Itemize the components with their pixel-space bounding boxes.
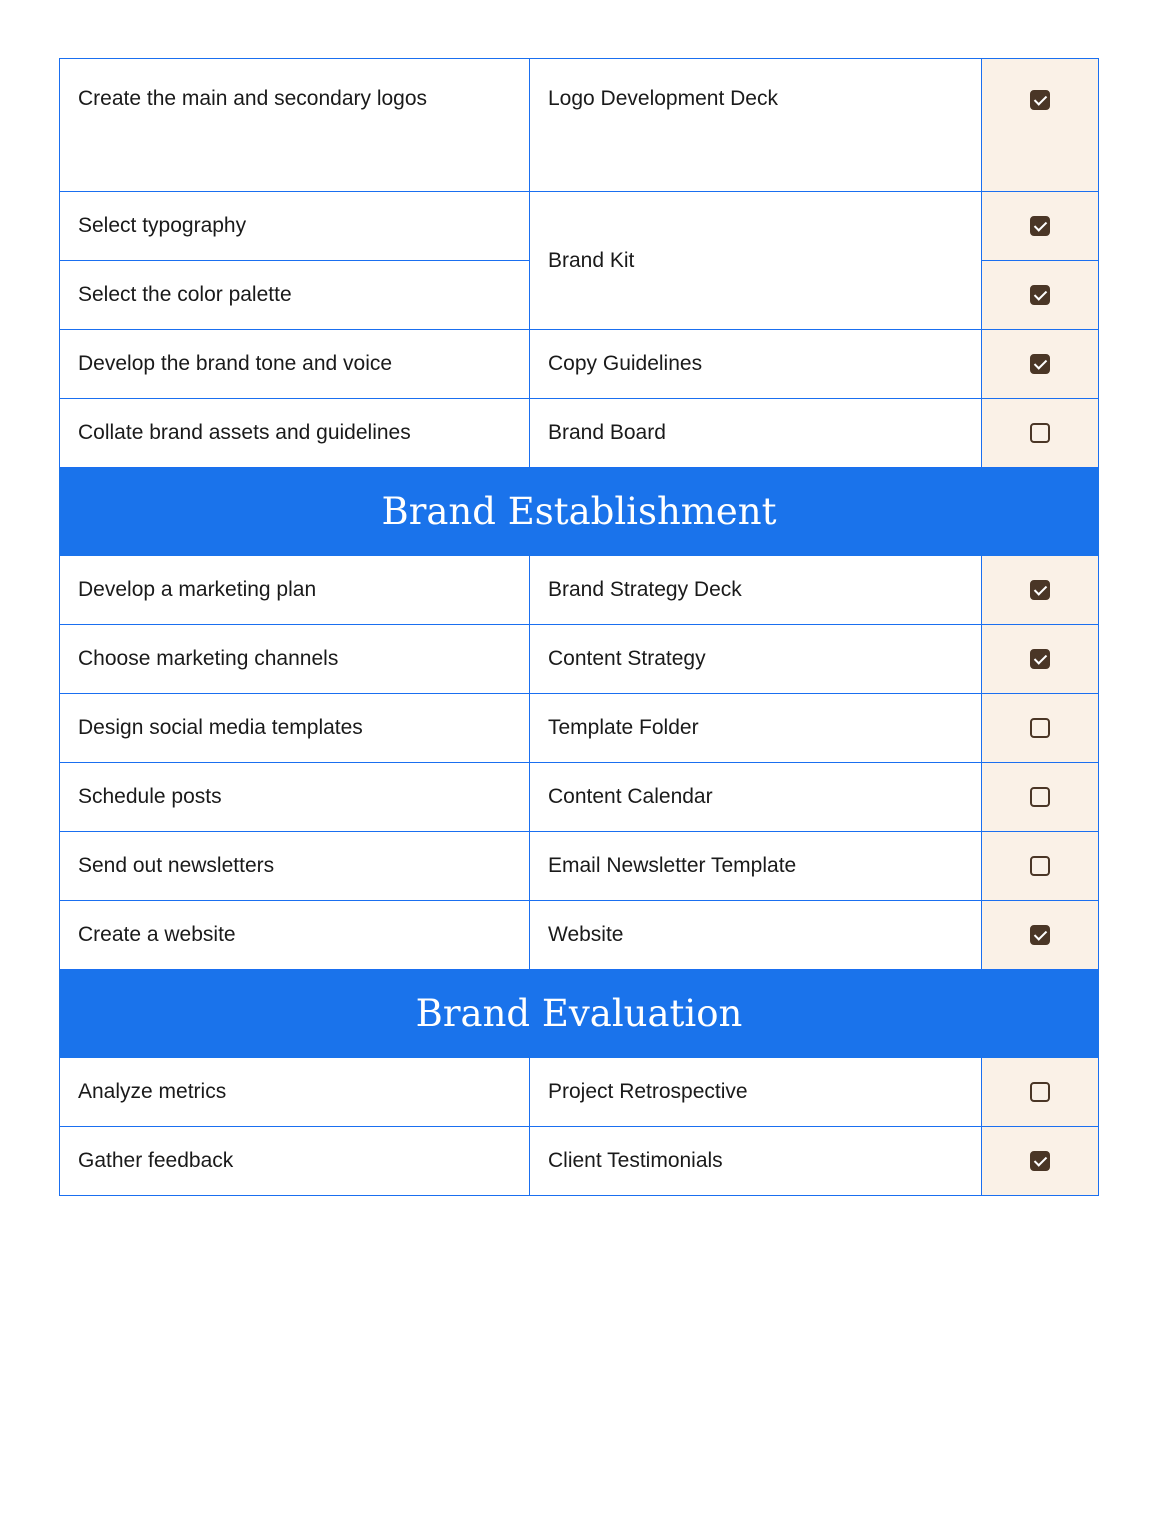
- table-row: [60, 399, 1099, 468]
- status-cell: [982, 59, 1099, 192]
- task-cell: Develop a marketing plan: [60, 556, 530, 625]
- task-cell: Select typography: [60, 192, 530, 261]
- checkbox-unchecked-icon[interactable]: [1030, 1082, 1050, 1102]
- deliverable-cell: Content Strategy: [530, 625, 982, 694]
- table-row: [60, 625, 1099, 694]
- status-cell: [982, 1058, 1099, 1127]
- table-row: [60, 901, 1099, 970]
- deliverable-cell: Project Retrospective: [530, 1058, 982, 1127]
- checkbox-unchecked-icon[interactable]: [1030, 718, 1050, 738]
- section-header-row: [60, 970, 1099, 1058]
- task-cell: Collate brand assets and guidelines: [60, 399, 530, 468]
- task-cell: Select the color palette: [60, 261, 530, 330]
- task-cell: Create a website: [60, 901, 530, 970]
- checkbox-checked-icon[interactable]: [1030, 1151, 1050, 1171]
- deliverable-cell: Brand Board: [530, 399, 982, 468]
- checklist-table: [59, 58, 1099, 1196]
- checkbox-checked-icon[interactable]: [1030, 90, 1050, 110]
- deliverable-cell: Copy Guidelines: [530, 330, 982, 399]
- deliverable-cell: Brand Strategy Deck: [530, 556, 982, 625]
- task-cell: Develop the brand tone and voice: [60, 330, 530, 399]
- task-cell: Schedule posts: [60, 763, 530, 832]
- checkbox-checked-icon[interactable]: [1030, 580, 1050, 600]
- checkbox-checked-icon[interactable]: [1030, 216, 1050, 236]
- deliverable-cell: Template Folder: [530, 694, 982, 763]
- table-row: [60, 556, 1099, 625]
- status-cell: [982, 1127, 1099, 1196]
- section-title: Brand Evaluation: [60, 970, 1099, 1058]
- status-cell: [982, 625, 1099, 694]
- section-title: Brand Establishment: [60, 468, 1099, 556]
- checkbox-checked-icon[interactable]: [1030, 354, 1050, 374]
- table-row: [60, 832, 1099, 901]
- checkbox-checked-icon[interactable]: [1030, 925, 1050, 945]
- table-row: [60, 330, 1099, 399]
- table-row: [60, 694, 1099, 763]
- table-row: [60, 763, 1099, 832]
- table-row: [60, 1127, 1099, 1196]
- table-row: [60, 59, 1099, 192]
- deliverable-cell: Brand Kit: [530, 192, 982, 330]
- deliverable-cell: Logo Development Deck: [530, 59, 982, 192]
- status-cell: [982, 399, 1099, 468]
- status-cell: [982, 763, 1099, 832]
- status-cell: [982, 556, 1099, 625]
- checkbox-unchecked-icon[interactable]: [1030, 856, 1050, 876]
- task-cell: Gather feedback: [60, 1127, 530, 1196]
- task-cell: Create the main and secondary logos: [60, 59, 530, 192]
- task-cell: Design social media templates: [60, 694, 530, 763]
- section-header-row: [60, 468, 1099, 556]
- checkbox-checked-icon[interactable]: [1030, 649, 1050, 669]
- deliverable-cell: Content Calendar: [530, 763, 982, 832]
- status-cell: [982, 261, 1099, 330]
- table-row: [60, 192, 1099, 261]
- status-cell: [982, 832, 1099, 901]
- status-cell: [982, 901, 1099, 970]
- checkbox-unchecked-icon[interactable]: [1030, 423, 1050, 443]
- checkbox-checked-icon[interactable]: [1030, 285, 1050, 305]
- status-cell: [982, 330, 1099, 399]
- task-cell: Choose marketing channels: [60, 625, 530, 694]
- task-cell: Send out newsletters: [60, 832, 530, 901]
- deliverable-cell: Client Testimonials: [530, 1127, 982, 1196]
- deliverable-cell: Email Newsletter Template: [530, 832, 982, 901]
- deliverable-cell: Website: [530, 901, 982, 970]
- checkbox-unchecked-icon[interactable]: [1030, 787, 1050, 807]
- status-cell: [982, 192, 1099, 261]
- task-cell: Analyze metrics: [60, 1058, 530, 1127]
- status-cell: [982, 694, 1099, 763]
- table-row: [60, 1058, 1099, 1127]
